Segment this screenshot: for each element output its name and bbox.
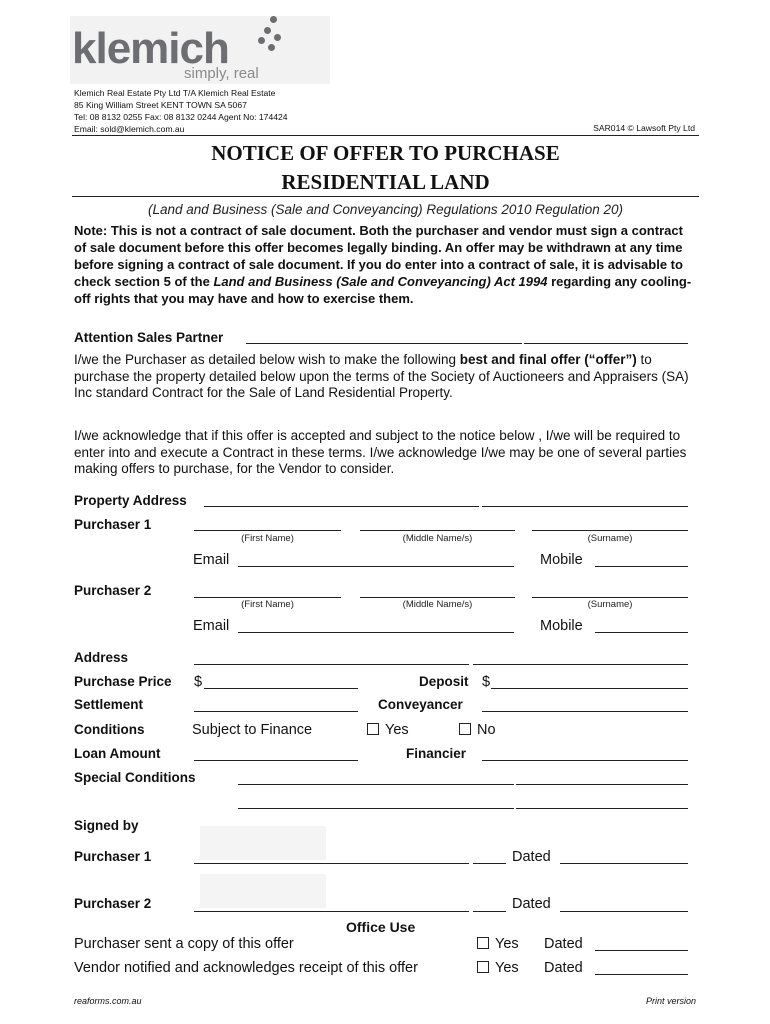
agency-phone: Tel: 08 8132 0255 Fax: 08 8132 0244 Agent No: 174424 bbox=[74, 112, 288, 122]
offer-text: I/we the Purchaser as detailed below wish to make the following bbox=[74, 352, 460, 367]
special-conditions-field-2b[interactable] bbox=[516, 808, 688, 809]
vendor-notified-label: Vendor notified and acknowledges receipt of this offer bbox=[74, 960, 418, 976]
footer-source: reaforms.com.au bbox=[74, 996, 142, 1006]
purchaser1-surname-field[interactable] bbox=[532, 530, 688, 531]
conditions-label: Conditions bbox=[74, 722, 145, 737]
checkbox-icon[interactable] bbox=[477, 937, 489, 949]
logo-wordmark: klemich bbox=[72, 24, 229, 73]
property-address-field-2[interactable] bbox=[482, 506, 688, 507]
purchaser2-dated-label: Dated bbox=[512, 896, 551, 912]
purchaser2-surname-field[interactable] bbox=[532, 597, 688, 598]
purchaser1-label: Purchaser 1 bbox=[74, 517, 152, 532]
purchaser1-middle-name-field[interactable] bbox=[360, 530, 515, 531]
surname-caption: (Surname) bbox=[587, 599, 633, 610]
signed-purchaser1-label: Purchaser 1 bbox=[74, 849, 152, 864]
settlement-label: Settlement bbox=[74, 697, 144, 712]
signed-by-label: Signed by bbox=[74, 818, 139, 833]
middle-name-caption: (Middle Name/s) bbox=[402, 599, 473, 610]
deposit-label: Deposit bbox=[419, 674, 469, 689]
attention-field[interactable] bbox=[246, 343, 522, 344]
finance-no-option[interactable] bbox=[459, 722, 496, 738]
agency-email: Email: sold@klemich.com.au bbox=[74, 124, 185, 134]
address-field-2[interactable] bbox=[473, 664, 688, 665]
purchaser1-email-field[interactable] bbox=[238, 566, 514, 567]
purchaser2-date-field[interactable] bbox=[560, 911, 688, 912]
subject-to-finance-label: Subject to Finance bbox=[192, 722, 313, 738]
special-conditions-field-1b[interactable] bbox=[516, 784, 688, 785]
purchaser2-middle-name-field[interactable] bbox=[360, 597, 515, 598]
copy-sent-yes-option[interactable] bbox=[477, 936, 519, 952]
property-address-field[interactable] bbox=[204, 506, 479, 507]
first-name-caption: (First Name) bbox=[241, 533, 294, 544]
purchaser2-label: Purchaser 2 bbox=[74, 583, 152, 598]
purchaser2-mobile-label: Mobile bbox=[540, 618, 583, 634]
acknowledgement-paragraph: I/we acknowledge that if this offer is accepted and subject to the notice below , I/we will be required to enter into and execute a Contract in these terms. I/we acknowledge I/we may be one of several parties making offers to purchase, for the Vendor to consider. bbox=[74, 428, 687, 477]
loan-amount-field[interactable] bbox=[194, 760, 358, 761]
form-title-line1: NOTICE OF OFFER TO PURCHASE bbox=[211, 141, 560, 165]
signed-purchaser2-label: Purchaser 2 bbox=[74, 896, 152, 911]
deposit-field[interactable] bbox=[491, 688, 688, 689]
finance-yes-option[interactable] bbox=[367, 722, 409, 738]
settlement-field[interactable] bbox=[194, 711, 358, 712]
agency-address: 85 King William Street KENT TOWN SA 5067 bbox=[74, 100, 247, 110]
purchaser1-email-label: Email bbox=[193, 552, 230, 568]
conveyancer-label: Conveyancer bbox=[378, 697, 463, 712]
note-text-end: regarding any cooling-off rights that you may have and how to exercise them. bbox=[74, 274, 692, 306]
special-conditions-field-1[interactable] bbox=[238, 784, 514, 785]
purchase-price-field[interactable] bbox=[204, 688, 358, 689]
vendor-notified-yes-option[interactable] bbox=[477, 960, 519, 976]
purchaser1-mobile-label: Mobile bbox=[540, 552, 583, 568]
form-title-line2: RESIDENTIAL LAND bbox=[281, 170, 490, 194]
finance-no-label: No bbox=[477, 722, 496, 738]
attention-label: Attention Sales Partner bbox=[74, 330, 224, 345]
offer-text-end: to purchase the property detailed below upon the terms of the Society of Auctioneers and Appraisers (SA) Inc standard Contract for the Sale of Land Residential Property. bbox=[74, 352, 689, 401]
vendor-notified-date-field[interactable] bbox=[595, 974, 688, 975]
note-text: Note: This is not a contract of sale document. Both the purchaser and vendor must sign a contract of sale document before this offer becomes legally binding. An offer may be withdrawn at any time before signing a contract of sale document. If you do enter into a contract of sale, it is advisable to check section 5 of the bbox=[74, 223, 683, 289]
legal-note bbox=[74, 222, 696, 307]
vendor-notified-yes-label: Yes bbox=[495, 960, 519, 976]
purchase-price-label: Purchase Price bbox=[74, 674, 172, 689]
purchase-price-currency: $ bbox=[194, 674, 203, 690]
copy-sent-dated-label: Dated bbox=[544, 936, 583, 952]
form-reference: SAR014 © Lawsoft Pty Ltd bbox=[593, 123, 695, 133]
special-conditions-field-2[interactable] bbox=[238, 808, 514, 809]
financier-field[interactable] bbox=[482, 760, 688, 761]
offer-emphasis: best and final offer (“offer”) bbox=[459, 352, 637, 367]
purchaser1-signature-box[interactable] bbox=[200, 826, 326, 860]
header-divider bbox=[72, 135, 699, 136]
checkbox-icon[interactable] bbox=[459, 723, 471, 735]
purchaser1-date-field[interactable] bbox=[560, 863, 688, 864]
purchaser2-signature-box[interactable] bbox=[200, 874, 326, 908]
address-field[interactable] bbox=[194, 664, 469, 665]
conveyancer-field[interactable] bbox=[482, 711, 688, 712]
logo-dots-icon bbox=[252, 14, 282, 50]
checkbox-icon[interactable] bbox=[477, 961, 489, 973]
special-conditions-label: Special Conditions bbox=[74, 770, 196, 785]
first-name-caption: (First Name) bbox=[241, 599, 294, 610]
agency-name: Klemich Real Estate Pty Ltd T/A Klemich Real Estate bbox=[74, 88, 276, 98]
vendor-notified-dated-label: Dated bbox=[544, 960, 583, 976]
purchaser2-first-name-field[interactable] bbox=[194, 597, 341, 598]
act-name: Land and Business (Sale and Conveyancing) Act 1994 bbox=[213, 274, 548, 289]
purchaser1-mobile-field[interactable] bbox=[595, 566, 688, 567]
copy-sent-label: Purchaser sent a copy of this offer bbox=[74, 936, 294, 952]
offer-paragraph bbox=[74, 352, 694, 402]
agency-details bbox=[74, 87, 288, 135]
purchaser2-mobile-field[interactable] bbox=[595, 632, 688, 633]
purchaser2-signature-field-2[interactable] bbox=[473, 911, 506, 912]
surname-caption: (Surname) bbox=[587, 533, 633, 544]
copy-sent-date-field[interactable] bbox=[595, 950, 688, 951]
purchaser1-signature-field-2[interactable] bbox=[473, 863, 506, 864]
loan-amount-label: Loan Amount bbox=[74, 746, 161, 761]
purchaser1-dated-label: Dated bbox=[512, 849, 551, 865]
middle-name-caption: (Middle Name/s) bbox=[402, 533, 473, 544]
office-use-heading: Office Use bbox=[346, 919, 416, 935]
purchaser2-email-field[interactable] bbox=[238, 632, 514, 633]
logo-tagline: simply, real bbox=[184, 65, 259, 82]
finance-yes-label: Yes bbox=[385, 722, 409, 738]
property-address-label: Property Address bbox=[74, 493, 187, 508]
address-label: Address bbox=[74, 650, 129, 665]
attention-field-2[interactable] bbox=[524, 343, 688, 344]
deposit-currency: $ bbox=[482, 674, 491, 690]
purchaser1-first-name-field[interactable] bbox=[194, 530, 341, 531]
purchaser2-email-label: Email bbox=[193, 618, 230, 634]
title-divider bbox=[72, 196, 699, 197]
footer-print-version: Print version bbox=[646, 996, 697, 1006]
purchaser1-signature-field[interactable] bbox=[194, 863, 469, 864]
financier-label: Financier bbox=[406, 746, 467, 761]
form-subtitle: (Land and Business (Sale and Conveyancing) Regulations 2010 Regulation 20) bbox=[147, 202, 624, 217]
copy-sent-yes-label: Yes bbox=[495, 936, 519, 952]
purchaser2-signature-field[interactable] bbox=[194, 911, 469, 912]
checkbox-icon[interactable] bbox=[367, 723, 379, 735]
